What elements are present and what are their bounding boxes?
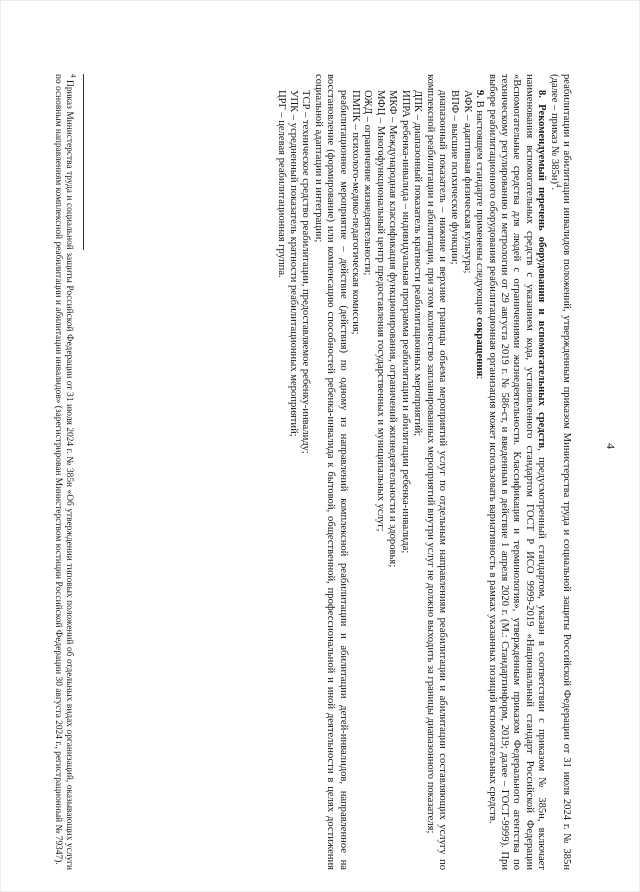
section-9-text: В настоящем стандарте применены следующие — [474, 100, 486, 315]
footnote — [52, 74, 78, 870]
abbreviation-item: диапазонный показатель – нижние и верхние границы объема мероприятий услуг по отдельным направлениям реабилитации и абилитации составляющих услугу по комплексной реабилитации и абилитации, при этом количество запланированных мероприятий внутри услуг не должно выходить за границы диапазонного показателя; — [424, 74, 448, 870]
abbreviation-item: ЦРГ – целевая реабилитационная группа. — [275, 90, 287, 278]
abbreviation-item: МКФ – Международная классификация функционирования, ограничений жизнедеятельности и здоровья; — [387, 90, 399, 568]
page-body — [274, 74, 572, 870]
abbreviation-item: МФЦ – Многофункциональный центр предоставления государственных и муниципальных услуг; — [374, 90, 386, 532]
footnote-divider — [83, 74, 84, 250]
section-8-paragraph — [485, 74, 547, 870]
abbreviation-item: ОЖД – ограничение жизнедеятельности; — [362, 90, 374, 276]
section-9-paragraph — [473, 74, 485, 870]
footnote-text: Приказ Министерства труда и социальной защиты Российской Федерации от 31 июля 2024 г. № 385н «Об утверждении типовых положений об отдельных видах организаций, оказывающих услуги по основным направлениям комплексной реабилитации и абилитации инвалидов» (зарегистрирован Министерством юстиции Российской Федерации 30 августа 2024 г., регистрационный № 79347). — [53, 74, 74, 870]
footnote-reference: 4 — [554, 184, 563, 188]
abbreviation-item: реабилитационное мероприятие – действие (действия) по одному из направлений комплексной реабилитации и абилитации детей-инвалидов, направленное на восстановление (формирование) или компенсацию способностей ребенка-инвалида к бытовой, общественной, профессиональной и иной деятельности в целях достижения социальной адаптации и интеграции; — [312, 74, 349, 870]
abbreviation-item: АФК – адаптивная физическая культура; — [461, 90, 473, 274]
section-8-text: , предусмотренный стандартом, указан в соответствии с приказом № 385н, включает наименования вспомогательных средств с указанием кода, установленного стандартом ГОСТ Р ИСО 9999-2019 «Национальный стандарт Российской Федерации «Вспомогательные средства для людей с ограничениями жизнедеятельности. Классификация и терминология», утвержденным приказом Федерального агентства по техническому регулированию и метрологии от 29 августа 2019 г. № 586-ст, и введенным в действие 1 апреля 2020 г. (М.: Стандартинформ, 2019; далее – ГОСТ-9999). При выборе реабилитационного оборудования реабилитационная организация может использовать вариативность в рамках указанных позиций вспомогательных средств. — [486, 74, 548, 870]
abbreviation-item: ТСР – техническое средство реабилитации, предоставляемое ребенку-инвалиду; — [300, 90, 312, 454]
section-9-number: 9. — [474, 90, 486, 98]
footnote-marker: 4 — [69, 74, 78, 78]
abbreviation-item: ПМПК – психолого-медико-педагогическая комиссия; — [350, 90, 362, 335]
abbreviation-item: ВПФ – высшие психические функции; — [449, 90, 461, 265]
abbreviation-item: ДПК – диапазонный показатель кратности реабилитационных мероприятий; — [412, 90, 424, 437]
abbreviation-item: УПК – усредненный показатель кратности реабилитационных мероприятий; — [288, 90, 300, 437]
abbreviation-item: ИПРА ребенка-инвалида – индивидуальная программа реабилитации и абилитации ребенка-инвалида; — [399, 90, 411, 554]
page-number: 4 — [604, 443, 618, 449]
abbreviation-list — [274, 74, 473, 870]
section-8-number: 8. — [536, 90, 548, 98]
intro-paragraph — [547, 74, 572, 870]
section-9-bold-word: сокращения — [474, 317, 486, 377]
intro-text: реабилитации и абилитации инвалидов положений, утвержденным приказом Министерства труда и социальной защиты Российской Федерации от 31 июля 2024 г. № 385н (далее – приказ № 385н) — [548, 74, 572, 870]
section-8-heading: Рекомендуемый перечень оборудования и вспомогательных средств — [536, 104, 548, 449]
intro-end: . — [548, 187, 560, 191]
section-9-colon: : — [474, 376, 486, 380]
